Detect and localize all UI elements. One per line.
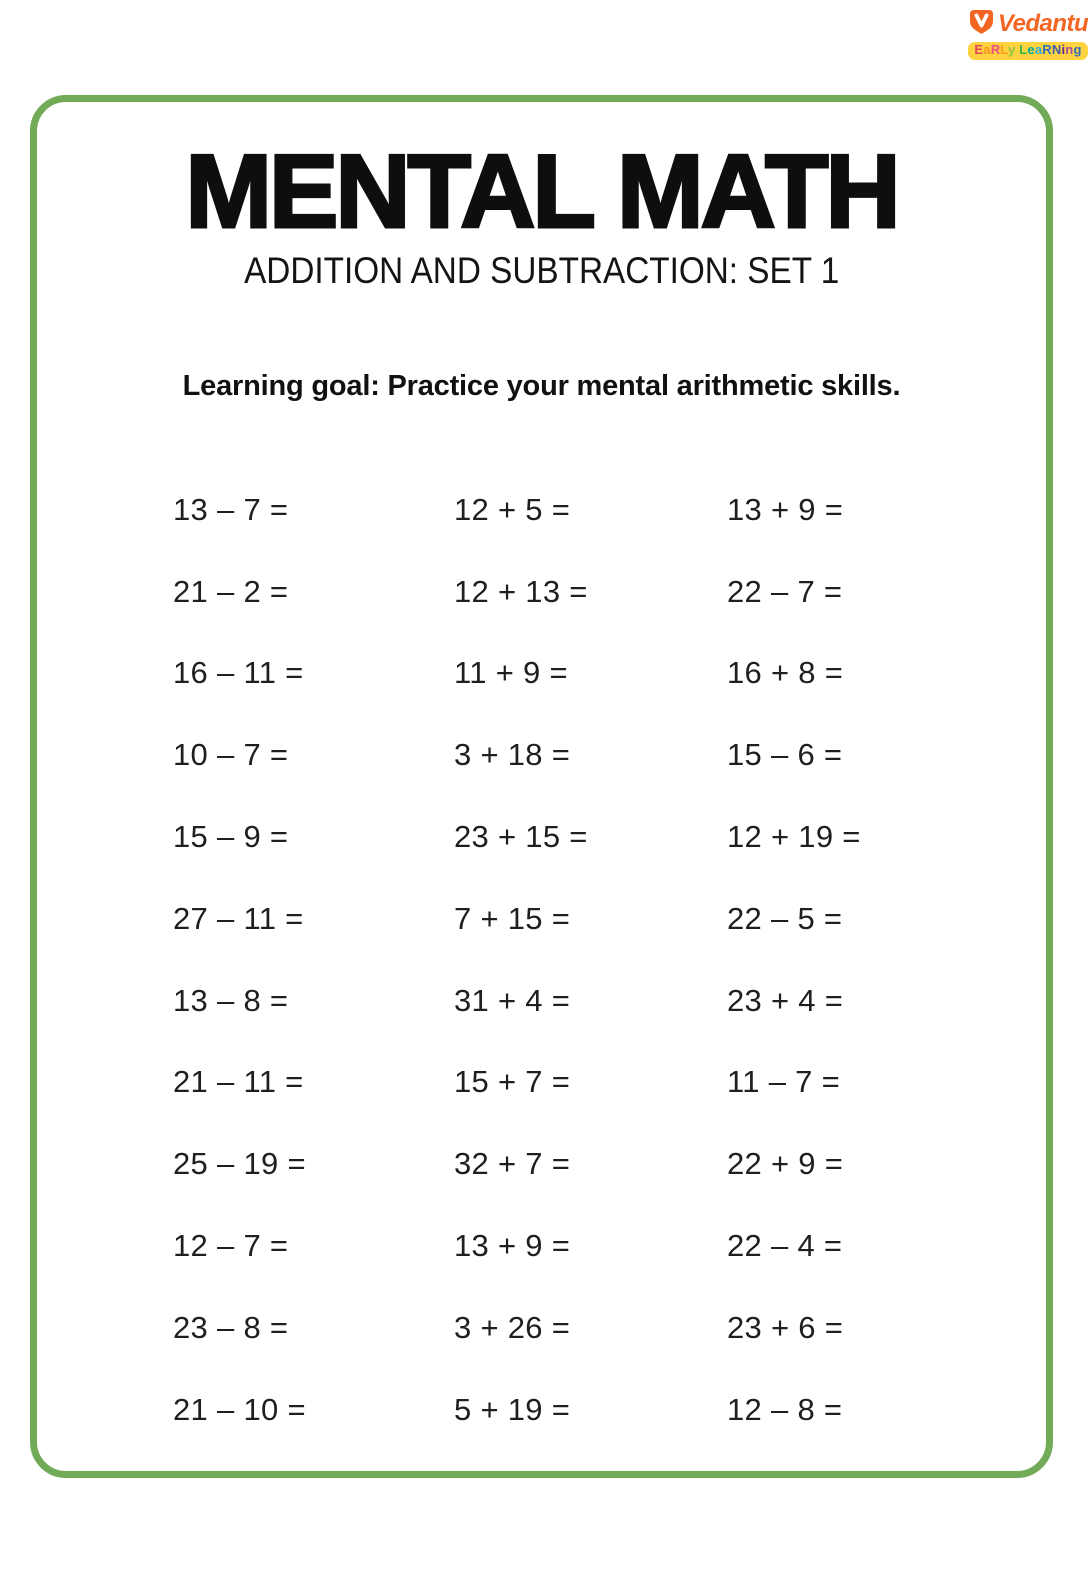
problems-grid [173,469,997,1451]
problem-cell: 11 + 9 = [454,655,568,691]
problem-cell: 15 – 9 = [173,819,289,855]
tagline-letter: g [1073,42,1082,57]
problem-cell: 12 – 7 = [173,1228,289,1264]
tagline-letter: a [1034,42,1043,57]
early-learning-tagline [968,42,1087,60]
tagline-letter: e [1027,42,1035,57]
problem-cell: 23 – 8 = [173,1309,289,1345]
problem-cell: 13 + 9 = [454,1228,571,1264]
problem-cell: 16 – 11 = [173,655,304,691]
tagline-letter: L [1019,42,1028,57]
problem-cell: 22 – 7 = [727,573,843,609]
problem-cell: 21 – 10 = [173,1391,306,1427]
problem-cell: 11 – 7 = [727,1064,841,1100]
tagline-letter: y [1008,42,1016,57]
problem-cell: 23 + 6 = [727,1309,844,1345]
worksheet-subtitle: ADDITION AND SUBTRACTION: SET 1 [243,250,840,291]
vedantu-wordmark: Vedantu [997,10,1089,37]
problem-cell: 10 – 7 = [173,737,289,773]
problem-cell: 15 – 6 = [727,737,843,773]
problem-cell: 21 – 2 = [173,573,289,609]
worksheet-subtitle-wrap [37,250,1046,292]
worksheet-frame [30,95,1053,1478]
problem-cell: 32 + 7 = [454,1146,571,1182]
worksheet-title: MENTAL MATH [185,134,898,250]
problem-cell: 23 + 15 = [454,819,588,855]
problem-cell: 22 + 9 = [727,1146,844,1182]
vedantu-logo [969,8,1087,60]
problem-cell: 12 – 8 = [727,1391,843,1427]
tagline-letter: N [1051,42,1062,57]
tagline-letter: R [990,42,1001,57]
problem-cell: 13 – 8 = [173,982,289,1018]
tagline-letter: L [1000,42,1008,57]
tagline-letter: R [1042,42,1052,57]
problem-cell: 25 – 19 = [173,1146,306,1182]
problem-cell: 7 + 15 = [454,900,571,936]
problem-cell: 27 – 11 = [173,900,304,936]
problem-cell: 31 + 4 = [454,982,571,1018]
problem-cell: 12 + 19 = [727,819,861,855]
logo-brand-row [968,8,1088,40]
learning-goal-text: Learning goal: Practice your mental arithmetic skills. [182,370,901,402]
tagline-letter: i [1061,42,1066,57]
problem-cell: 3 + 26 = [454,1309,571,1345]
tagline-letter: E [974,42,984,57]
problem-cell: 13 – 7 = [173,491,289,527]
problem-cell: 5 + 19 = [454,1391,571,1427]
problem-cell: 12 + 5 = [454,491,571,527]
problem-cell: 12 + 13 = [454,573,588,609]
problem-cell: 22 – 4 = [727,1228,843,1264]
problem-cell: 3 + 18 = [454,737,571,773]
vedantu-v-badge-icon [968,8,995,40]
problem-cell: 22 – 5 = [727,900,843,936]
problem-cell: 21 – 11 = [173,1064,304,1100]
problem-cell: 15 + 7 = [454,1064,571,1100]
tagline-letter: a [983,42,991,57]
tagline-letter: n [1065,42,1074,57]
problem-cell: 16 + 8 = [727,655,844,691]
problem-cell: 23 + 4 = [727,982,844,1018]
problem-cell: 13 + 9 = [727,491,844,527]
